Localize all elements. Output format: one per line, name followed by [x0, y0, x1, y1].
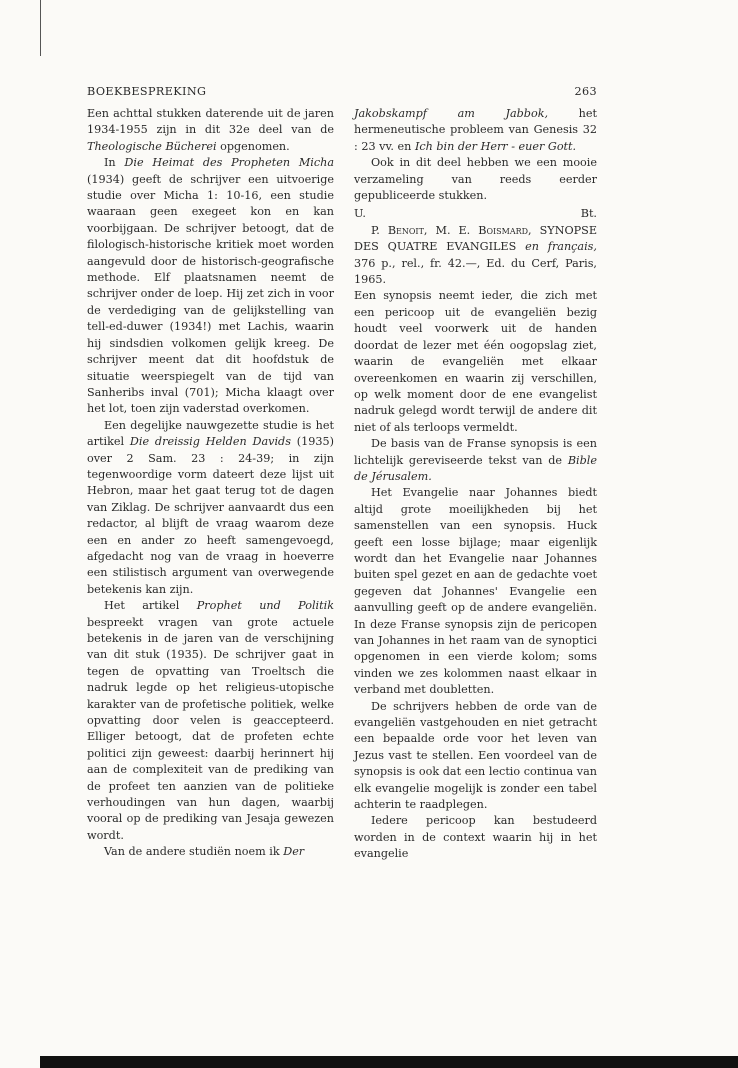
article-title: Die Heimat des Propheten Micha [124, 156, 334, 170]
paragraph: Jakobskampf am Jabbok, het hermeneutische probleem van Genesis 32 : 23 vv. en Ich bin der Herr - euer Gott. [354, 107, 597, 153]
book-title: Theologische Bücherei [87, 139, 217, 153]
paragraph: Iedere pericoop kan bestudeerd worden in de context waarin hij in het evangelie [354, 814, 597, 861]
book-title: Bible de Jérusalem. [354, 453, 597, 483]
running-header [87, 85, 597, 103]
ref-language: en français, [516, 240, 597, 254]
paragraph: De basis van de Franse synopsis is een lichtelijk gereviseerde tekst van de Bible de Jérusalem. [354, 437, 597, 483]
article-title: Jakobskampf am Jabbok, [354, 107, 549, 120]
paragraph: Het Evangelie naar Johannes biedt altijd grote moeilijkheden bij het samenstellen van een synopsis. Huck geeft een losse bijlage; maar eigenlijk wordt dan het Evangelie naar Johannes buiten spel gezet en aan de gedachte voet gegeven dat Johannes' Evangelie een aanvulling geeft op de andere evangeliën. In deze Franse synopsis zijn de pericopen van Johannes in het raam van de synoptici opgenomen in een vierde kolom; soms vinden we zes kolommen naast elkaar in verband met doubletten. [354, 486, 597, 697]
scan-edge [40, 0, 41, 56]
ref-details: 376 p., rel., fr. 42.—, Ed. du Cerf, Paris, 1965. [354, 256, 597, 287]
paragraph: Ook in dit deel hebben we een mooie verzameling van reeds eerder gepubliceerde stukken. [354, 156, 597, 203]
paragraph: Een synopsis neemt ieder, die zich met een pericoop uit de evangeliën bezig houdt veel voorwerk uit de handen doordat de lezer met één oogopslag ziet, waarin de evangeliën met elkaar overeenkomen en waarin zij verschillen, op welk moment door de ene evangelist nadruk gelegd wordt terwijl de andere dit niet of als terloops vermeldt. [354, 289, 597, 434]
right-column [354, 106, 597, 863]
review-signature [354, 206, 597, 222]
article-title: Die dreissig Helden Davids [129, 435, 291, 449]
paragraph: Het artikel Prophet und Politik bespreekt vragen van grote actuele betekenis in de jaren van de verschijning van dit stuk (1935). De schrijver gaat in tegen de opvatting van Troeltsch die nadruk legde op het religieus-utopische karakter van de profetische politiek, welke opvatting door velen is geaccepteerd. Elliger betoogt, dat de profeten echte politici zijn geweest: daarbij herinnert hij aan de complexiteit van de prediking van de profeet ten aanzien van de politieke verhoudingen van hun dagen, waarbij vooral op de prediking van Jesaja gewezen wordt. [87, 599, 334, 842]
article-title: Prophet und Politik [196, 599, 334, 613]
running-title: BOEKBESPREKING [87, 85, 207, 98]
paragraph: De schrijvers hebben de orde van de evangeliën vastgehouden en niet getracht een bepaalde orde voor het leven van Jezus vast te stellen. Een voordeel van de synopsis is ook dat een lectio continua van elk evangelie mogelijk is zonder een tabel achterin te raadplegen. [354, 699, 597, 812]
article-title: Der [283, 845, 305, 859]
article-title: Ich bin der Herr - euer Gott. [414, 139, 577, 153]
paragraph: Van de andere studiën noem ik Der [104, 845, 305, 859]
signature-left: U. [354, 207, 366, 221]
left-column [87, 106, 334, 861]
paragraph: Een achttal stukken daterende uit de jaren 1934-1955 zijn in dit 32e deel van de Theologische Bücherei opgenomen. [87, 107, 334, 153]
paragraph: Een degelijke nauwgezette studie is het artikel Die dreissig Helden Davids (1935) over 2 Sam. 23 : 24-39; in zijn tegenwoordige vorm dateert deze lijst uit Hebron, maar het gaat terug tot de dagen van Ziklag. De schrijver aanvaardt dus een redactor, al blijft de vraag waarom deze een en ander zo heeft samengevoegd, afgedacht nog van de vraag in hoeverre een stilistisch argument van overwegende betekenis kan zijn. [87, 418, 334, 596]
paragraph: In Die Heimat des Propheten Micha (1934) geeft de schrijver een uitvoerige studie over Micha 1: 10-16, een studie waaraan geen exegeet kon en kan voorbijgaan. De schrijver betoogt, dat de filologisch-historische kritiek moet worden aangevuld door de historisch-geografische methode. Elf plaatsnamen neemt de schrijver onder de loep. Hij zet zich in voor de verdediging van de gelijkstelling van tell-ed-duwer (1934!) met Lachis, waarin hij sindsdien volkomen gelijk kreeg. De schrijver meent dat dit hoofdstuk de situatie weerspiegelt van de tijd van Sanheribs inval (701); Micha klaagt over het lot, toen zijn vaderstad overkomen. [87, 156, 334, 416]
signature-right: Bt. [580, 207, 597, 221]
ref-authors: P. Benoit, M. E. Boismard, [371, 223, 532, 237]
ref-title: SYNOPSE DES QUATRE EVANGILES [354, 223, 598, 254]
scan-edge [40, 1056, 738, 1068]
book-reference [354, 223, 597, 289]
page-number: 263 [574, 85, 597, 98]
